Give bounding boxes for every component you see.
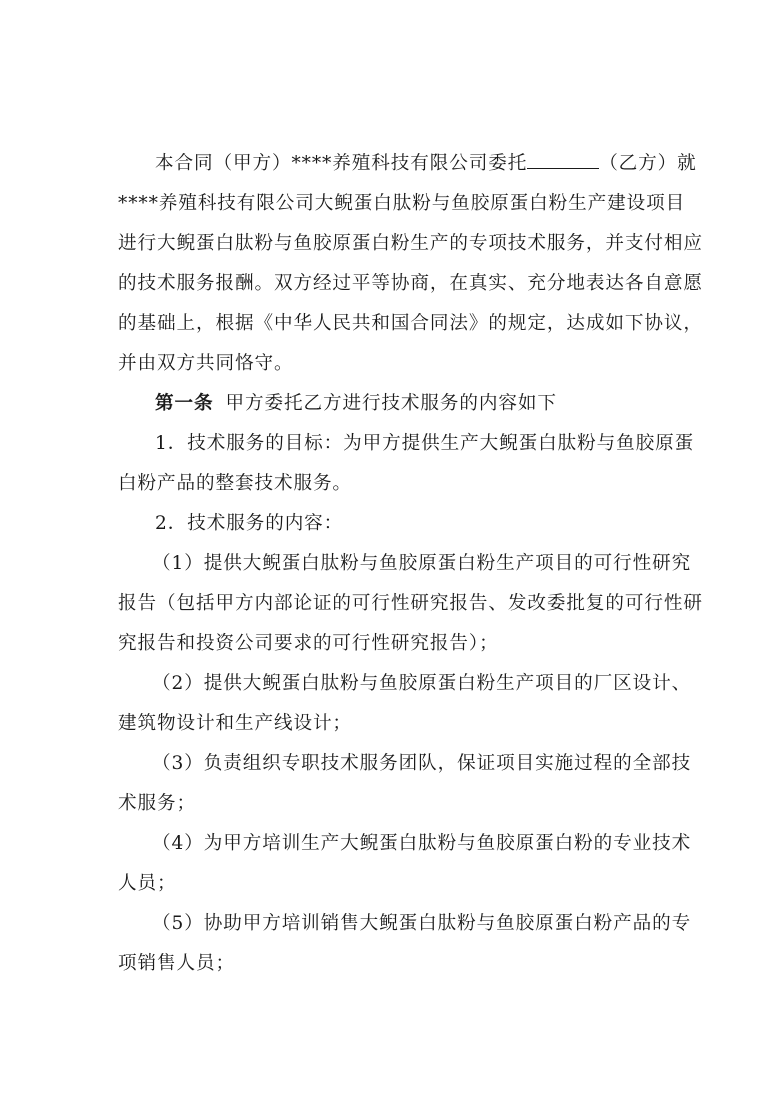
sub-item-5 bbox=[118, 904, 692, 984]
party-b-blank bbox=[527, 152, 599, 169]
contract-body bbox=[118, 144, 703, 984]
sub-item-4 bbox=[118, 824, 692, 904]
sub-item-1-line-1: （1）提供大鲵蛋白肽粉与鱼胶原蛋白粉生产项目的可行性研究 bbox=[152, 553, 692, 574]
intro-line-2: ****养殖科技有限公司大鲵蛋白肽粉与鱼胶原蛋白粉生产建设项目 bbox=[118, 193, 686, 214]
item-1-line-1: 1．技术服务的目标：为甲方提供生产大鲵蛋白肽粉与鱼胶原蛋 bbox=[155, 433, 695, 454]
item-1-line-2: 白粉产品的整套技术服务。 bbox=[118, 473, 352, 494]
sub-item-1 bbox=[118, 544, 703, 664]
intro-line-3: 进行大鲵蛋白肽粉与鱼胶原蛋白粉生产的专项技术服务，并支付相应 bbox=[118, 233, 703, 254]
article-number: 第一条 bbox=[155, 393, 214, 414]
item-1 bbox=[118, 424, 695, 504]
intro-line-1 bbox=[118, 144, 697, 184]
intro-line-6: 并由双方共同恪守。 bbox=[118, 353, 294, 374]
sub-item-2-line-2: 建筑物设计和生产线设计； bbox=[118, 713, 352, 734]
item-2 bbox=[118, 504, 658, 544]
sub-item-4-line-2: 人员； bbox=[118, 873, 177, 894]
intro-paragraph bbox=[118, 144, 703, 384]
sub-item-2 bbox=[118, 664, 692, 744]
intro-line-5: 的基础上，根据《中华人民共和国合同法》的规定，达成如下协议， bbox=[118, 313, 703, 334]
sub-item-1-line-3: 究报告和投资公司要求的可行性研究报告）； bbox=[118, 633, 499, 654]
sub-item-4-line-1: （4）为甲方培训生产大鲵蛋白肽粉与鱼胶原蛋白粉的专业技术 bbox=[152, 833, 692, 854]
sub-item-5-line-1: （5）协助甲方培训销售大鲵蛋白肽粉与鱼胶原蛋白粉产品的专 bbox=[152, 913, 692, 934]
sub-item-1-line-2: 报告（包括甲方内部论证的可行性研究报告、发改委批复的可行性研 bbox=[118, 593, 703, 614]
article-1-line bbox=[118, 384, 658, 424]
article-1-heading bbox=[118, 384, 658, 424]
sub-item-2-line-1: （2）提供大鲵蛋白肽粉与鱼胶原蛋白粉生产项目的厂区设计、 bbox=[152, 673, 692, 694]
intro-text-b: （乙方）就 bbox=[599, 153, 697, 174]
sub-item-5-line-2: 项销售人员； bbox=[118, 953, 235, 974]
sub-item-3 bbox=[118, 744, 692, 824]
item-2-line-1: 2．技术服务的内容： bbox=[155, 513, 344, 534]
article-title: 甲方委托乙方进行技术服务的内容如下 bbox=[225, 393, 557, 414]
sub-item-3-line-2: 术服务； bbox=[118, 793, 196, 814]
intro-line-4: 的技术服务报酬。双方经过平等协商，在真实、充分地表达各自意愿 bbox=[118, 273, 703, 294]
intro-text-a: 本合同（甲方）****养殖科技有限公司委托 bbox=[155, 153, 528, 174]
sub-item-3-line-1: （3）负责组织专职技术服务团队，保证项目实施过程的全部技 bbox=[152, 753, 692, 774]
